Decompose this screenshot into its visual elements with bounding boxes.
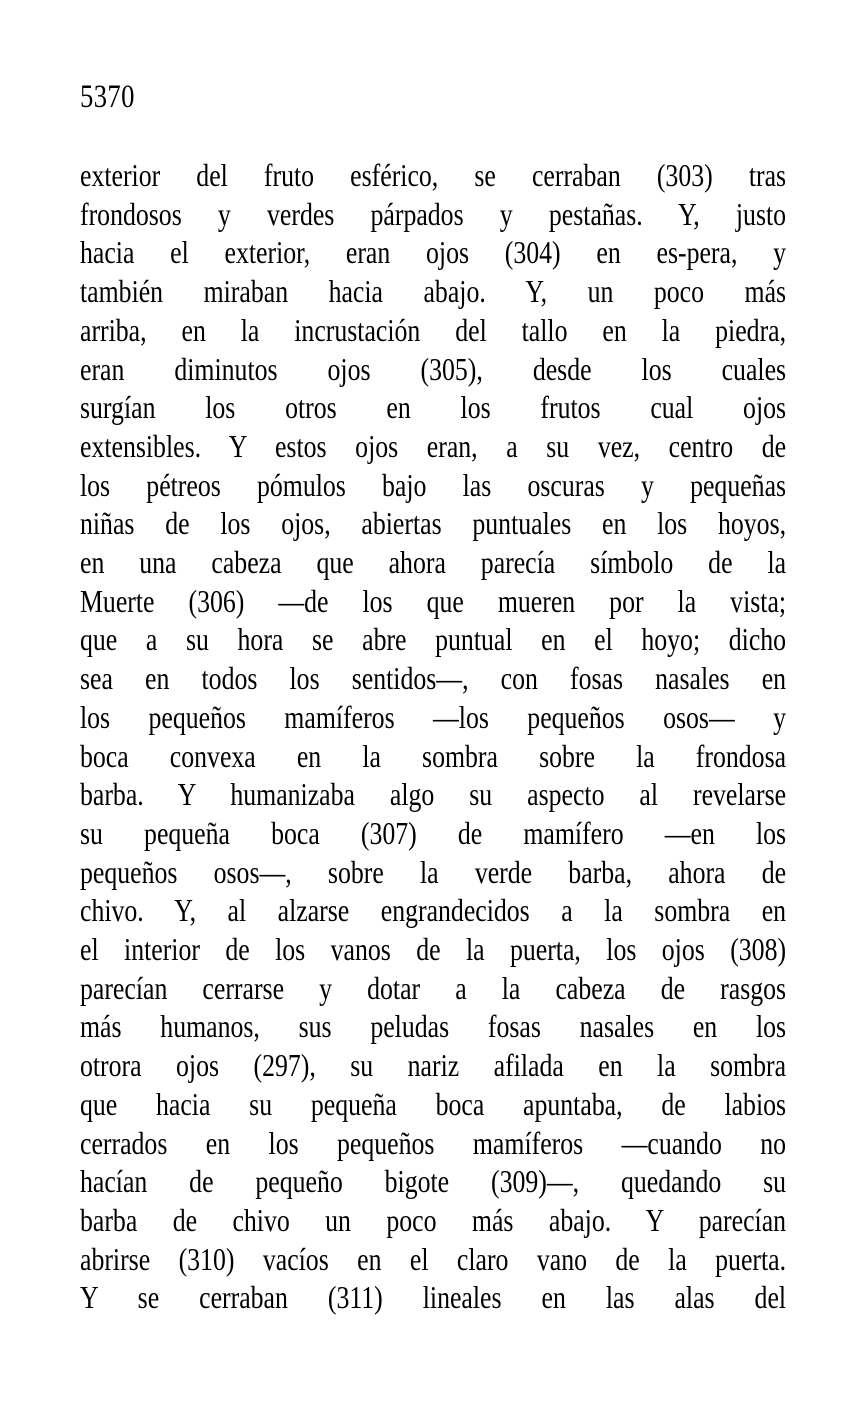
text-line: otrora ojos (297), su nariz afilada en la sombra	[80, 1047, 787, 1084]
text-line: que hacia su pequeña boca apuntaba, de labios	[80, 1085, 787, 1122]
text-line: arriba, en la incrustación del tallo en la piedra,	[80, 311, 787, 348]
text-line: más humanos, sus peludas fosas nasales en los	[80, 1008, 787, 1045]
text-line: abrirse (310) vacíos en el claro vano de la puerta.	[80, 1240, 787, 1277]
document-page	[80, 77, 786, 1317]
text-line: surgían los otros en los frutos cual ojos	[80, 389, 787, 426]
page-body	[80, 156, 786, 1317]
text-line: extensibles. Y estos ojos eran, a su vez, centro de	[80, 427, 787, 464]
text-line: también miraban hacia abajo. Y, un poco más	[80, 273, 787, 310]
text-line: barba de chivo un poco más abajo. Y parecían	[80, 1201, 787, 1238]
text-line: Muerte (306) —de los que mueren por la vista;	[80, 582, 787, 619]
text-line: boca convexa en la sombra sobre la frondosa	[80, 737, 787, 774]
text-line: Y se cerraban (311) lineales en las alas del	[80, 1279, 787, 1316]
text-line: frondosos y verdes párpados y pestañas. Y, justo	[80, 195, 787, 232]
text-line: exterior del fruto esférico, se cerraban (303) tras	[80, 157, 787, 193]
text-line: hacían de pequeño bigote (309)—, quedando su	[80, 1163, 787, 1200]
text-line: pequeños osos—, sobre la verde barba, ahora de	[80, 853, 787, 890]
text-line: parecían cerrarse y dotar a la cabeza de rasgos	[80, 969, 787, 1006]
text-line: cerrados en los pequeños mamíferos —cuando no	[80, 1124, 787, 1161]
text-line: chivo. Y, al alzarse engrandecidos a la sombra en	[80, 892, 787, 929]
text-line: en una cabeza que ahora parecía símbolo de la	[80, 544, 787, 581]
text-line: sea en todos los sentidos—, con fosas nasales en	[80, 660, 787, 697]
text-line: hacia el exterior, eran ojos (304) en es-pera, y	[80, 234, 787, 271]
text-line: barba. Y humanizaba algo su aspecto al revelarse	[80, 776, 787, 813]
text-line: niñas de los ojos, abiertas puntuales en los hoyos,	[80, 505, 787, 542]
text-line: el interior de los vanos de la puerta, los ojos (308)	[80, 931, 787, 968]
text-line: los pétreos pómulos bajo las oscuras y pequeñas	[80, 466, 787, 503]
page-number: 5370	[80, 79, 135, 115]
text-line: que a su hora se abre puntual en el hoyo; dicho	[80, 621, 787, 658]
text-line: su pequeña boca (307) de mamífero —en los	[80, 814, 787, 851]
text-line: los pequeños mamíferos —los pequeños osos— y	[80, 698, 787, 735]
text-line: eran diminutos ojos (305), desde los cuales	[80, 350, 787, 387]
